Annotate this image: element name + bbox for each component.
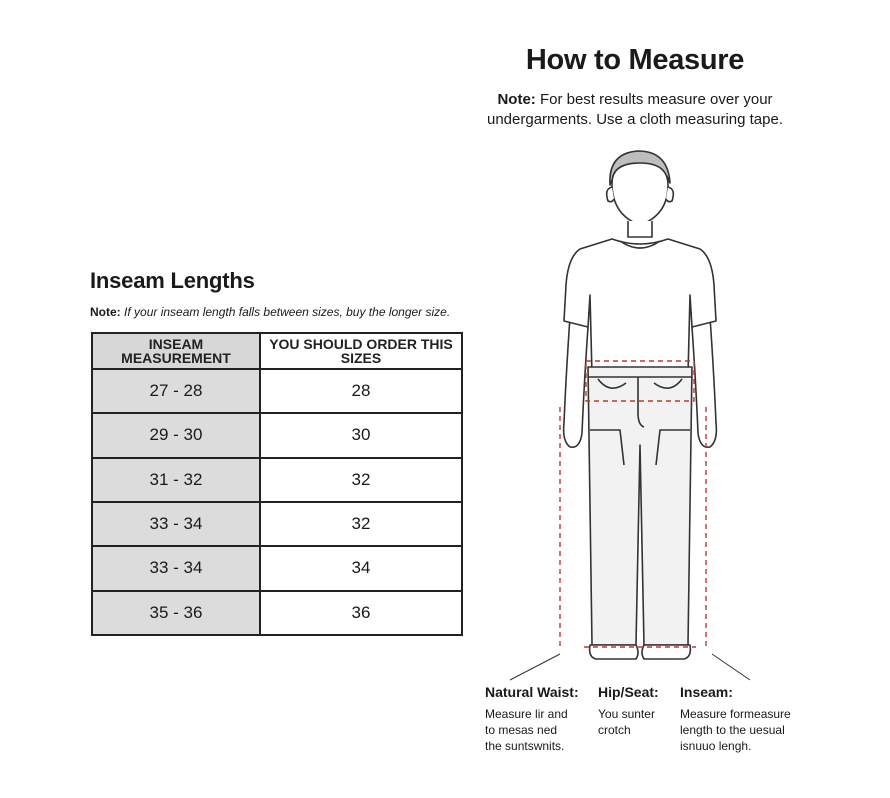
head-shape xyxy=(612,163,668,225)
inseam-note-text: If your inseam length falls between sizes, buy the longer size. xyxy=(124,305,451,319)
measure-note-text: For best results measure over your undergarments. Use a cloth measuring tape. xyxy=(487,91,783,128)
table-row xyxy=(92,591,462,635)
table-row xyxy=(92,369,462,413)
pants-shape xyxy=(588,367,692,645)
size-cell: 32 xyxy=(260,458,462,502)
page-title: How to Measure xyxy=(525,44,745,76)
label-body-line: You sunter xyxy=(598,707,655,721)
size-cell: 36 xyxy=(260,591,462,635)
table-row xyxy=(92,413,462,457)
measurement-cell: 27 - 28 xyxy=(92,369,260,413)
measurement-figure-illustration xyxy=(540,145,760,665)
measurement-cell: 33 - 34 xyxy=(92,502,260,546)
inseam-label xyxy=(680,684,791,754)
neck-shape xyxy=(628,221,652,237)
label-body-line: to mesas ned xyxy=(485,723,558,737)
hip-seat-label xyxy=(598,684,659,738)
label-body-line: crotch xyxy=(598,723,631,737)
label-body-line: isnuuo lengh. xyxy=(680,739,752,753)
label-heading: Inseam: xyxy=(680,684,733,700)
measurement-cell: 35 - 36 xyxy=(92,591,260,635)
size-cell: 28 xyxy=(260,369,462,413)
callout-lines xyxy=(500,650,760,682)
size-cell: 30 xyxy=(260,413,462,457)
measure-note xyxy=(470,90,800,130)
label-body-line: Measure formeasure xyxy=(680,707,791,721)
header-inseam-measurement: INSEAM MEASUREMENT xyxy=(92,333,260,369)
inseam-note xyxy=(90,305,450,319)
inseam-note-lead: Note: xyxy=(90,305,121,319)
right-arm xyxy=(692,317,716,447)
table-row xyxy=(92,546,462,590)
label-body-line: the suntswnits. xyxy=(485,739,565,753)
callout-leader xyxy=(510,654,750,680)
table-row xyxy=(92,458,462,502)
measurement-cell: 29 - 30 xyxy=(92,413,260,457)
measurement-cell: 31 - 32 xyxy=(92,458,260,502)
table-header-row xyxy=(92,333,462,369)
table-row xyxy=(92,502,462,546)
label-heading: Natural Waist: xyxy=(485,684,579,700)
size-cell: 32 xyxy=(260,502,462,546)
measure-note-lead: Note: xyxy=(497,91,536,108)
inseam-size-table xyxy=(91,332,463,636)
size-cell: 34 xyxy=(260,546,462,590)
inseam-title: Inseam Lengths xyxy=(90,268,255,293)
label-heading: Hip/Seat: xyxy=(598,684,659,700)
label-body-line: Measure lir and xyxy=(485,707,568,721)
natural-waist-label xyxy=(485,684,579,754)
label-body-line: length to the uesual xyxy=(680,723,785,737)
measurement-cell: 33 - 34 xyxy=(92,546,260,590)
left-arm xyxy=(564,317,588,447)
header-order-size: YOU SHOULD ORDER THIS SIZES xyxy=(260,333,462,369)
